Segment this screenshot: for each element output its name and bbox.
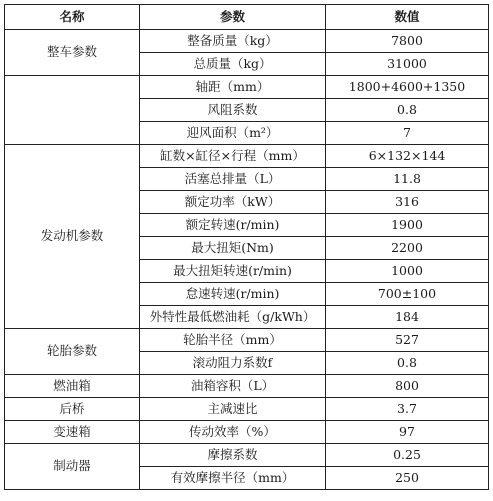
parameter-cell: 迎风面积（m²） [140,122,326,145]
parameter-cell: 传动效率（%） [140,421,326,444]
value-cell: 31000 [326,53,489,76]
table-row [5,30,489,53]
value-cell: 0.25 [326,444,489,467]
parameter-cell: 轮胎半径（mm） [140,329,326,352]
value-cell: 1800+4600+1350 [326,76,489,99]
category-cell: 制动器 [5,444,140,490]
parameter-cell: 风阻系数 [140,99,326,122]
value-cell: 7800 [326,30,489,53]
header-parameter: 参数 [140,5,326,30]
value-cell: 6×132×144 [326,145,489,168]
parameter-cell: 外特性最低燃油耗（g/kWh） [140,306,326,329]
value-cell: 7 [326,122,489,145]
parameter-cell: 摩擦系数 [140,444,326,467]
value-cell: 3.7 [326,398,489,421]
value-cell: 1000 [326,260,489,283]
category-cell [5,76,140,145]
category-cell: 燃油箱 [5,375,140,398]
parameter-cell: 怠速转速(r/min) [140,283,326,306]
category-cell: 轮胎参数 [5,329,140,375]
value-cell: 97 [326,421,489,444]
category-cell: 发动机参数 [5,145,140,329]
value-cell: 184 [326,306,489,329]
table-row [5,375,489,398]
parameter-cell: 有效摩擦半径（mm） [140,467,326,490]
table-row [5,398,489,421]
category-cell: 后桥 [5,398,140,421]
table-row [5,329,489,352]
parameter-cell: 最大扭矩(Nm) [140,237,326,260]
parameter-cell: 油箱容积（L） [140,375,326,398]
value-cell: 316 [326,191,489,214]
parameter-cell: 滚动阻力系数f [140,352,326,375]
value-cell: 0.8 [326,99,489,122]
category-cell: 变速箱 [5,421,140,444]
table-row [5,421,489,444]
value-cell: 1900 [326,214,489,237]
parameter-cell: 整备质量（kg） [140,30,326,53]
table-row [5,76,489,99]
table-body [5,30,489,490]
parameter-cell: 缸数×缸径×行程（mm） [140,145,326,168]
parameter-cell: 轴距（mm） [140,76,326,99]
table-row [5,444,489,467]
parameter-cell: 最大扭矩转速(r/min) [140,260,326,283]
parameter-cell: 主减速比 [140,398,326,421]
value-cell: 11.8 [326,168,489,191]
parameter-cell: 活塞总排量（L） [140,168,326,191]
header-value: 数值 [326,5,489,30]
parameter-table [4,4,489,490]
value-cell: 2200 [326,237,489,260]
parameter-cell: 总质量（kg） [140,53,326,76]
parameter-cell: 额定转速(r/min) [140,214,326,237]
parameter-cell: 额定功率（kW） [140,191,326,214]
value-cell: 700±100 [326,283,489,306]
value-cell: 0.8 [326,352,489,375]
header-row [5,5,489,30]
table-row [5,145,489,168]
category-cell: 整车参数 [5,30,140,76]
value-cell: 527 [326,329,489,352]
value-cell: 250 [326,467,489,490]
value-cell: 800 [326,375,489,398]
header-category: 名称 [5,5,140,30]
